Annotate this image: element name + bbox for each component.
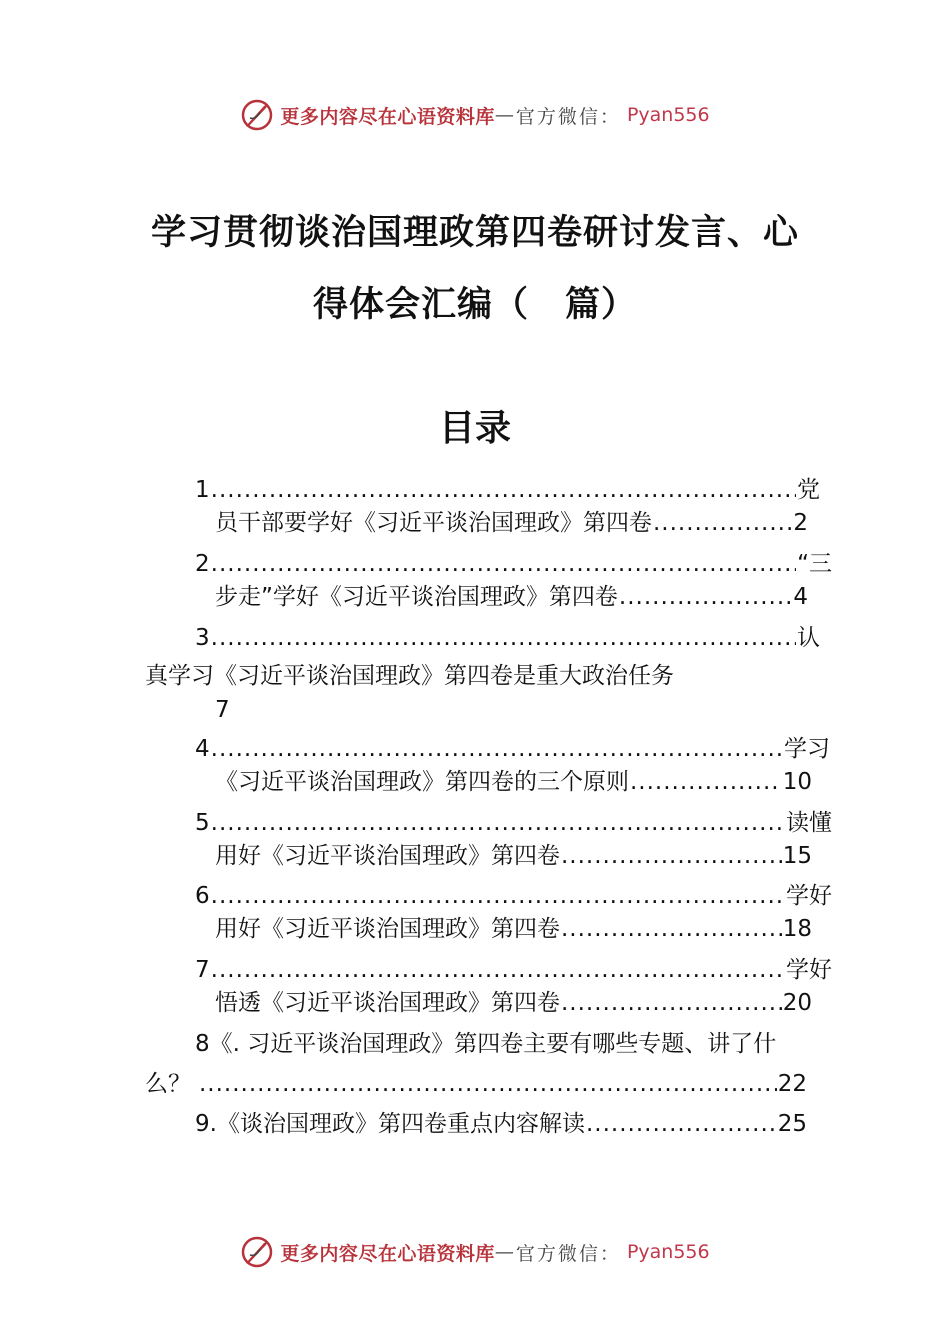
toc-entry-title-start: 认	[797, 625, 820, 651]
dot-leader	[211, 622, 796, 654]
toc-page-number: 15	[782, 843, 812, 869]
dot-leader	[211, 733, 783, 765]
dot-leader	[199, 1068, 777, 1100]
toc-entry-3-page-number[interactable]: 7	[215, 697, 230, 723]
toc-entry-4-line-2[interactable]	[215, 766, 812, 798]
toc-page-number: 25	[777, 1111, 807, 1137]
watermark-main-text: 更多内容尽在心语资料库	[280, 1242, 495, 1265]
toc-page-number: 10	[782, 769, 812, 795]
toc-entry-title: 悟透《习近平谈治国理政》第四卷	[215, 990, 560, 1016]
toc-page-number: 18	[782, 916, 812, 942]
toc-entry-3-line-2[interactable]: 真学习《习近平谈治国理政》第四卷是重大政治任务	[145, 663, 674, 689]
dot-leader	[653, 507, 792, 539]
watermark-separator: —	[494, 1241, 516, 1263]
toc-entry-8-line-1[interactable]: 8《. 习近平谈治国理政》第四卷主要有哪些专题、讲了什	[195, 1031, 777, 1057]
toc-entry-title: 员干部要学好《习近平谈治国理政》第四卷	[215, 510, 652, 536]
toc-page-number: 22	[777, 1071, 807, 1097]
toc-entry-7-line-2[interactable]	[215, 987, 812, 1019]
dot-leader	[630, 766, 782, 798]
toc-entry-9[interactable]	[195, 1108, 807, 1140]
toc-entry-5-line-1[interactable]	[195, 807, 832, 839]
dot-leader	[211, 548, 796, 580]
watermark-separator: —	[494, 104, 516, 126]
quill-logo-icon	[240, 98, 274, 132]
dot-leader	[211, 474, 796, 506]
toc-entry-6-line-2[interactable]	[215, 913, 812, 945]
toc-entry-1-line-2[interactable]	[215, 507, 808, 539]
dot-leader	[586, 1108, 777, 1140]
toc-entry-number: 4	[195, 736, 210, 762]
dot-leader	[561, 840, 782, 872]
watermark-main-text: 更多内容尽在心语资料库	[280, 105, 495, 128]
watermark-label: 官方微信：	[515, 1242, 621, 1265]
dot-leader	[211, 954, 785, 986]
toc-entry-title-start: 读懂	[786, 810, 832, 836]
toc-page-number: 20	[782, 990, 812, 1016]
dot-leader	[211, 807, 785, 839]
dot-leader	[211, 880, 785, 912]
toc-entry-number: 7	[195, 957, 210, 983]
document-title-line-2: 得体会汇编（ 篇）	[312, 284, 637, 325]
toc-page-number: 4	[793, 584, 808, 610]
toc-entry-title-start: 学好	[786, 883, 832, 909]
toc-entry-number: 5	[195, 810, 210, 836]
toc-entry-title: 用好《习近平谈治国理政》第四卷	[215, 916, 560, 942]
toc-entry-title: 用好《习近平谈治国理政》第四卷	[215, 843, 560, 869]
toc-entry-6-line-1[interactable]	[195, 880, 832, 912]
toc-entry-title: 9.《谈治国理政》第四卷重点内容解读	[195, 1111, 585, 1137]
toc-heading: 目录	[438, 407, 511, 449]
toc-entry-8-line-2[interactable]	[145, 1068, 807, 1100]
toc-entry-number: 2	[195, 551, 210, 577]
document-title-line-1: 学习贯彻谈治国理政第四卷研讨发言、心	[150, 212, 799, 253]
watermark-wechat-id: Pyan556	[626, 104, 710, 126]
toc-entry-2-line-2[interactable]	[215, 581, 808, 613]
toc-entry-number: 6	[195, 883, 210, 909]
dot-leader	[561, 913, 782, 945]
toc-entry-3-line-1[interactable]	[195, 622, 820, 654]
header-watermark	[0, 95, 950, 135]
watermark-wechat-id: Pyan556	[626, 1241, 710, 1263]
toc-entry-4-line-1[interactable]	[195, 733, 830, 765]
dot-leader	[561, 987, 782, 1019]
toc-entry-2-line-1[interactable]	[195, 548, 832, 580]
toc-page-number: 2	[793, 510, 808, 536]
toc-entry-title-start: “三	[797, 551, 832, 577]
watermark-label: 官方微信：	[515, 105, 621, 128]
toc-entry-title: 步走”学好《习近平谈治国理政》第四卷	[215, 584, 618, 610]
toc-entry-number: 1	[195, 477, 210, 503]
toc-entry-number: 3	[195, 625, 210, 651]
toc-entry-title: 么？	[145, 1071, 191, 1097]
toc-entry-1-line-1[interactable]	[195, 474, 820, 506]
footer-watermark	[0, 1232, 950, 1272]
toc-entry-title-start: 学好	[786, 957, 832, 983]
toc-entry-7-line-1[interactable]	[195, 954, 832, 986]
toc-entry-title-start: 党	[797, 477, 820, 503]
toc-entry-title-start: 学习	[784, 736, 830, 762]
dot-leader	[619, 581, 792, 613]
quill-logo-icon	[240, 1235, 274, 1269]
toc-entry-5-line-2[interactable]	[215, 840, 812, 872]
toc-entry-title: 《习近平谈治国理政》第四卷的三个原则	[215, 769, 629, 795]
